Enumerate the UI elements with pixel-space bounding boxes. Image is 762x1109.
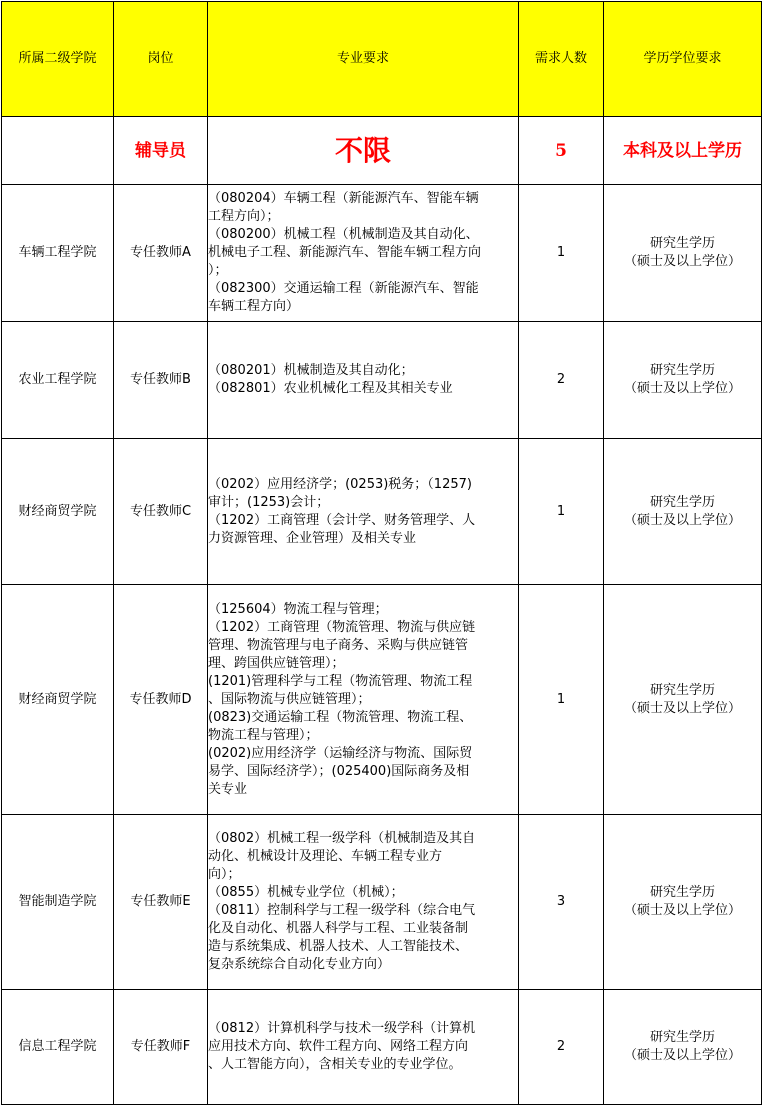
major-line: （0811）控制科学与工程一级学科（综合电气 — [208, 903, 476, 918]
cell-post: 专任教师E — [114, 815, 208, 990]
cell-major — [208, 185, 519, 322]
major-line: 机械电子工程、新能源汽车、智能车辆工程方向 — [208, 245, 482, 260]
major-line: （1202）工商管理（物流管理、物流与供应链 — [208, 619, 476, 635]
cell-post: 专任教师C — [114, 439, 208, 585]
major-line: （0202）应用经济学；(0253)税务；（1257) — [208, 476, 472, 492]
major-line: 向）； — [208, 867, 241, 882]
major-line: 物流工程与管理）； — [208, 727, 319, 743]
cell-count: 1 — [519, 185, 604, 322]
cell-degree — [604, 322, 762, 439]
major-line: (1201)管理科学与工程（物流管理、物流工程 — [208, 673, 473, 689]
table-row — [2, 585, 762, 815]
cell-degree: 本科及以上学历 — [604, 117, 762, 185]
major-line: (0202)应用经济学（运输经济与物流、国际贸 — [208, 745, 473, 761]
cell-college — [2, 117, 114, 185]
cell-degree — [604, 990, 762, 1105]
major-line: 车辆工程方向） — [208, 299, 300, 314]
major-line: （125604）物流工程与管理； — [208, 601, 388, 617]
cell-major — [208, 815, 519, 990]
cell-college: 智能制造学院 — [2, 815, 114, 990]
cell-post: 辅导员 — [114, 117, 208, 185]
major-line: （082300）交通运输工程（新能源汽车、智能 — [208, 281, 479, 296]
degree-line: （硕士及以上学位） — [623, 903, 741, 918]
major-line: 关专业 — [208, 781, 248, 797]
major-line: （082801）农业机械化工程及其相关专业 — [208, 381, 453, 396]
major-line: 力资源管理、企业管理）及相关专业 — [208, 530, 417, 546]
cell-count: 1 — [519, 585, 604, 815]
cell-degree — [604, 815, 762, 990]
major-line: （0802）机械工程一级学科（机械制造及其自 — [208, 831, 476, 846]
cell-major — [208, 439, 519, 585]
major-line: 应用技术方向、软件工程方向、网络工程方向 — [208, 1039, 469, 1054]
cell-major — [208, 990, 519, 1105]
major-line: 审计；(1253)会计； — [208, 494, 330, 510]
degree-line: 研究生学历 — [649, 682, 715, 698]
cell-college: 财经商贸学院 — [2, 439, 114, 585]
cell-major — [208, 322, 519, 439]
major-line: （080200）机械工程（机械制造及其自动化、 — [208, 227, 479, 242]
table-row — [2, 815, 762, 990]
degree-line: 研究生学历 — [649, 885, 715, 900]
header-row — [2, 2, 762, 117]
major-line: 化及自动化、机器人科学与工程、工业装备制 — [208, 921, 469, 936]
header-major: 专业要求 — [208, 2, 519, 117]
table-row — [2, 117, 762, 185]
degree-line: 研究生学历 — [649, 1030, 715, 1045]
major-line: 理、跨国供应链管理）； — [208, 655, 345, 671]
major-line: （0812）计算机科学与技术一级学科（计算机 — [208, 1021, 476, 1036]
cell-major — [208, 585, 519, 815]
cell-count: 3 — [519, 815, 604, 990]
cell-post: 专任教师F — [114, 990, 208, 1105]
major-line: （1202）工商管理（会计学、财务管理学、人 — [208, 512, 476, 528]
major-line: 工程方向）； — [208, 209, 280, 224]
cell-post: 专任教师A — [114, 185, 208, 322]
table-row — [2, 185, 762, 322]
cell-college: 农业工程学院 — [2, 322, 114, 439]
cell-count: 1 — [519, 439, 604, 585]
header-count: 需求人数 — [519, 2, 604, 117]
header-post: 岗位 — [114, 2, 208, 117]
header-college: 所属二级学院 — [2, 2, 114, 117]
table-row — [2, 322, 762, 439]
major-line: 复杂系统综合自动化专业方向） — [208, 957, 391, 972]
header-degree: 学历学位要求 — [604, 2, 762, 117]
table-row — [2, 439, 762, 585]
recruitment-table — [1, 1, 762, 1105]
major-line: （0855）机械专业学位（机械）； — [208, 885, 404, 900]
cell-post: 专任教师B — [114, 322, 208, 439]
cell-college: 信息工程学院 — [2, 990, 114, 1105]
cell-college: 车辆工程学院 — [2, 185, 114, 322]
major-line: 造与系统集成、机器人技术、人工智能技术、 — [208, 939, 469, 954]
degree-line: （硕士及以上学位） — [623, 381, 741, 396]
degree-line: （硕士及以上学位） — [623, 700, 741, 716]
cell-count: 5 — [519, 117, 604, 185]
degree-line: 研究生学历 — [649, 363, 715, 378]
table-row — [2, 990, 762, 1105]
major-line: 、人工智能方向），含相关专业的专业学位。 — [208, 1057, 462, 1072]
cell-major: 不限 — [208, 117, 519, 185]
cell-degree — [604, 585, 762, 815]
major-line: 管理、物流管理与电子商务、采购与供应链管 — [208, 637, 469, 653]
major-line: 易学、国际经济学）；(025400)国际商务及相 — [208, 763, 470, 779]
major-line: （080201）机械制造及其自动化； — [208, 363, 414, 378]
degree-line: 研究生学历 — [649, 494, 715, 510]
cell-count: 2 — [519, 990, 604, 1105]
major-line: (0823)交通运输工程（物流管理、物流工程、 — [208, 709, 473, 725]
cell-college: 财经商贸学院 — [2, 585, 114, 815]
major-line: （080204）车辆工程（新能源汽车、智能车辆 — [208, 191, 479, 206]
major-line: 、国际物流与供应链管理）； — [208, 691, 371, 707]
major-line: ）； — [208, 263, 228, 278]
cell-degree — [604, 439, 762, 585]
major-line: 动化、机械设计及理论、车辆工程专业方 — [208, 849, 443, 864]
degree-line: （硕士及以上学位） — [623, 512, 741, 528]
cell-degree — [604, 185, 762, 322]
cell-post: 专任教师D — [114, 585, 208, 815]
degree-line: （硕士及以上学位） — [623, 1048, 741, 1063]
degree-line: 研究生学历 — [649, 236, 715, 251]
cell-count: 2 — [519, 322, 604, 439]
degree-line: （硕士及以上学位） — [623, 254, 741, 269]
